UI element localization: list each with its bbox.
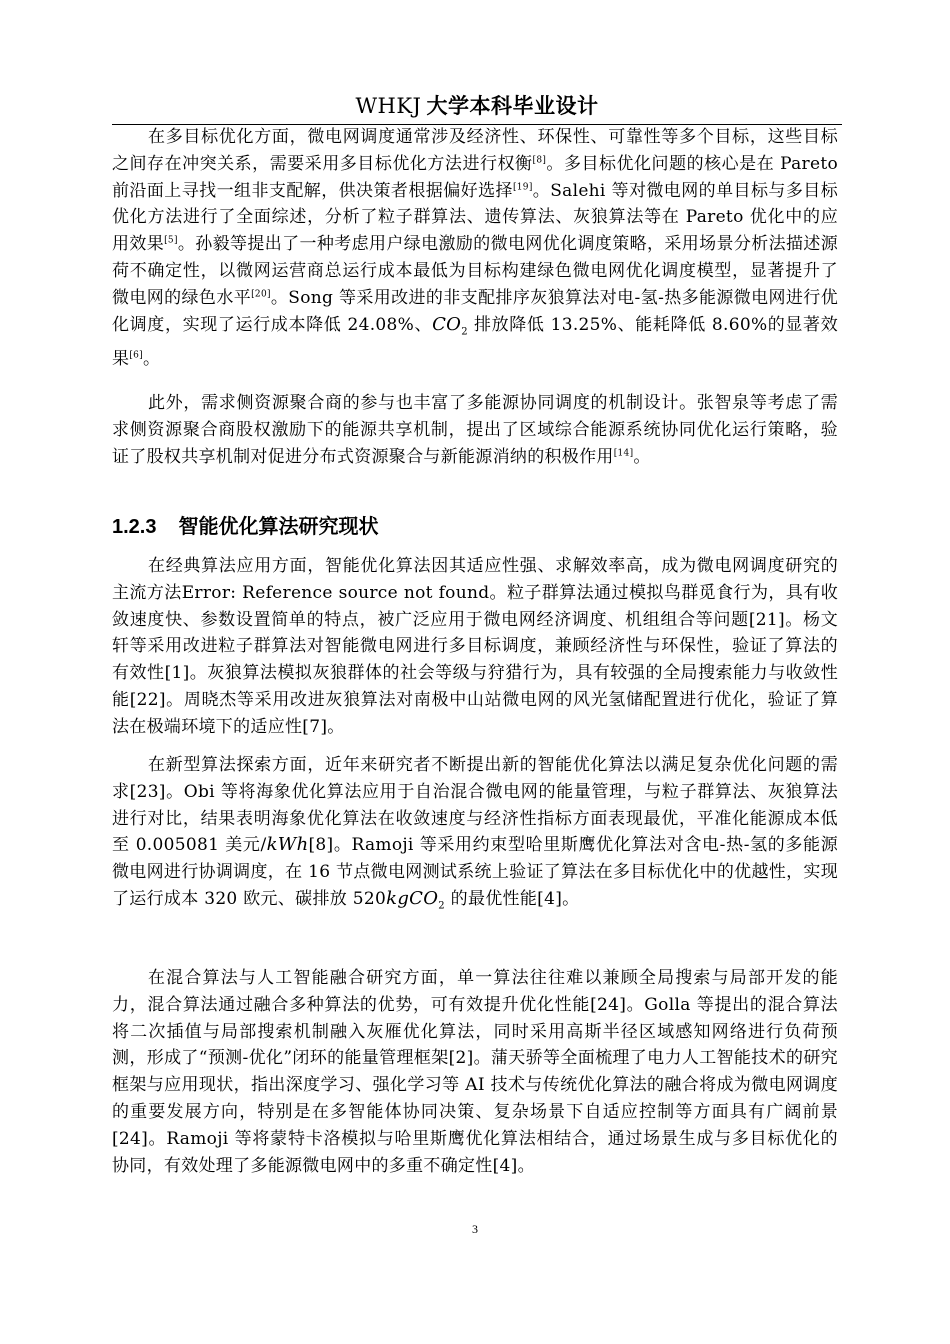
- paragraph-new-algorithms: [112, 752, 838, 920]
- p1-text-4: 。孙毅等提出了一种考虑用户绿电激励的微电网优化调度策略，采用场景分析法描述源荷不确定性，以微网运营商总运行成本最低为目标构建绿色微电网优化调度模型，显著提升了微电网的绿色水平: [112, 234, 838, 308]
- p5-text: 在混合算法与人工智能融合研究方面，单一算法往往难以兼顾全局搜索与局部开发的能力，混合算法通过融合多种算法的优势，可有效提升优化性能[24]。Golla 等提出的混合算法将二次插值与局部搜索机制融入灰雁优化算法，同时采用高斯半径区域感知网络进行负荷预测，形成了“预测-优化”闭环的能量管理框架[2]。蒲天骄等全面梳理了电力人工智能技术的研究框架与应用现状，指出深度学习、强化学习等 AI 技术与传统优化算法的融合将成为微电网调度的重要发展方向，特别是在多智能体协同决策、复杂场景下自适应控制等方面具有广阔前景[24]。Ramoji 等将蒙特卡洛模拟与哈里斯鹰优化算法相结合，通过场景生成与多目标优化的协同，有效处理了多能源微电网中的多重不确定性[4]。: [112, 968, 838, 1176]
- unit-kwh: kWh: [266, 834, 309, 856]
- p1-ref-2: [19]: [512, 181, 533, 192]
- p1-ref-1: [8]: [532, 155, 547, 166]
- p1-ref-6: [6]: [129, 350, 143, 361]
- p1-text-2: 。多目标优化问题的核心是在 Pareto 前沿面上寻找一组非支配解，供决策者根据偏好选择: [112, 153, 839, 201]
- section-heading: [112, 510, 378, 539]
- p1-text-7: 。: [142, 348, 161, 369]
- co2-formula-2: $CO_2$: [409, 887, 445, 912]
- p4-text-3: 的最优性能[4]。: [444, 888, 580, 909]
- p1-ref-3: [5]: [164, 235, 178, 246]
- co2-formula: $CO_2$: [432, 313, 468, 338]
- p3-text: 在经典算法应用方面，智能优化算法因其适应性强、求解效率高，成为微电网调度研究的主流方法Error: Reference source not found。粒子群算法通过模拟鸟群觅食行为，具有收敛速度快、参数设置简单的特点，被广泛应用于微电网经济调度、机组组合等问题[21]。杨文轩等采用改进粒子群算法对智能微电网进行多目标调度，兼顾经济性与环保性，验证了算法的有效性[1]。灰狼算法模拟灰狼群体的社会等级与狩猎行为，具有较强的全局搜索能力与收敛性能[22]。周晓杰等采用改进灰狼算法对南极中山站微电网的风光氢储配置进行优化，验证了算法在极端环境下的适应性[7]。: [112, 556, 838, 737]
- paragraph-hybrid-algorithms: [112, 965, 838, 1179]
- p1-text-5: 。Song 等采用改进的非支配排序灰狼算法对电-氢-热多能源微电网进行优化调度，实现了运行成本降低 24.08%、: [112, 287, 838, 335]
- p2-text-2: 。: [633, 446, 651, 467]
- unit-kg: kg: [386, 887, 410, 909]
- paragraph-classic-algorithms: [112, 553, 838, 741]
- page-number: 3: [472, 1222, 478, 1236]
- section-title: 智能优化算法研究现状: [178, 514, 379, 538]
- p2-ref-1: [14]: [613, 447, 634, 458]
- p1-text-3: 。Salehi 等对微电网的单目标与多目标优化方法进行了全面综述，分析了粒子群算法、遗传算法、灰狼算法等在 Pareto 优化中的应用效果: [112, 180, 838, 255]
- p4-text-1: 在新型算法探索方面，近年来研究者不断提出新的智能优化算法以满足复杂优化问题的需求[23]。Obi 等将海象优化算法应用于自治混合微电网的能量管理，与粒子群算法、灰狼算法进行对比，结果表明海象优化算法在收敛速度与经济性指标方面表现最优，平准化能源成本低至 0.005081 美元/: [112, 755, 838, 856]
- section-number: 1.2.3: [112, 516, 157, 538]
- page-header: [112, 88, 842, 125]
- header-prefix: WHKJ: [355, 94, 422, 118]
- p4-text-2: [8]。Ramoji 等采用约束型哈里斯鹰优化算法对含电-热-氢的多能源微电网进行协调调度，在 16 节点微电网测试系统上验证了算法在多目标优化中的优越性，实现了运行成本 320 欧元、碳排放 520: [112, 835, 838, 909]
- p1-text-6: 排放降低 13.25%、能耗降低 8.60%的显著效果: [112, 314, 838, 369]
- paragraph-demand-side: [112, 390, 838, 470]
- p1-ref-4: [20]: [251, 289, 271, 300]
- p2-text-1: 此外，需求侧资源聚合商的参与也丰富了多能源协同调度的机制设计。张智泉等考虑了需求侧资源聚合商股权激励下的能源共享机制，提出了区域综合能源系统协同优化运行策略，验证了股权共享机制对促进分布式资源聚合与新能源消纳的积极作用: [112, 393, 838, 467]
- p1-text-1: 在多目标优化方面，微电网调度通常涉及经济性、环保性、可靠性等多个目标，这些目标之间存在冲突关系，需要采用多目标优化方法进行权衡: [112, 127, 838, 174]
- paragraph-multi-objective: [112, 124, 838, 373]
- header-title: 大学本科毕业设计: [426, 93, 599, 118]
